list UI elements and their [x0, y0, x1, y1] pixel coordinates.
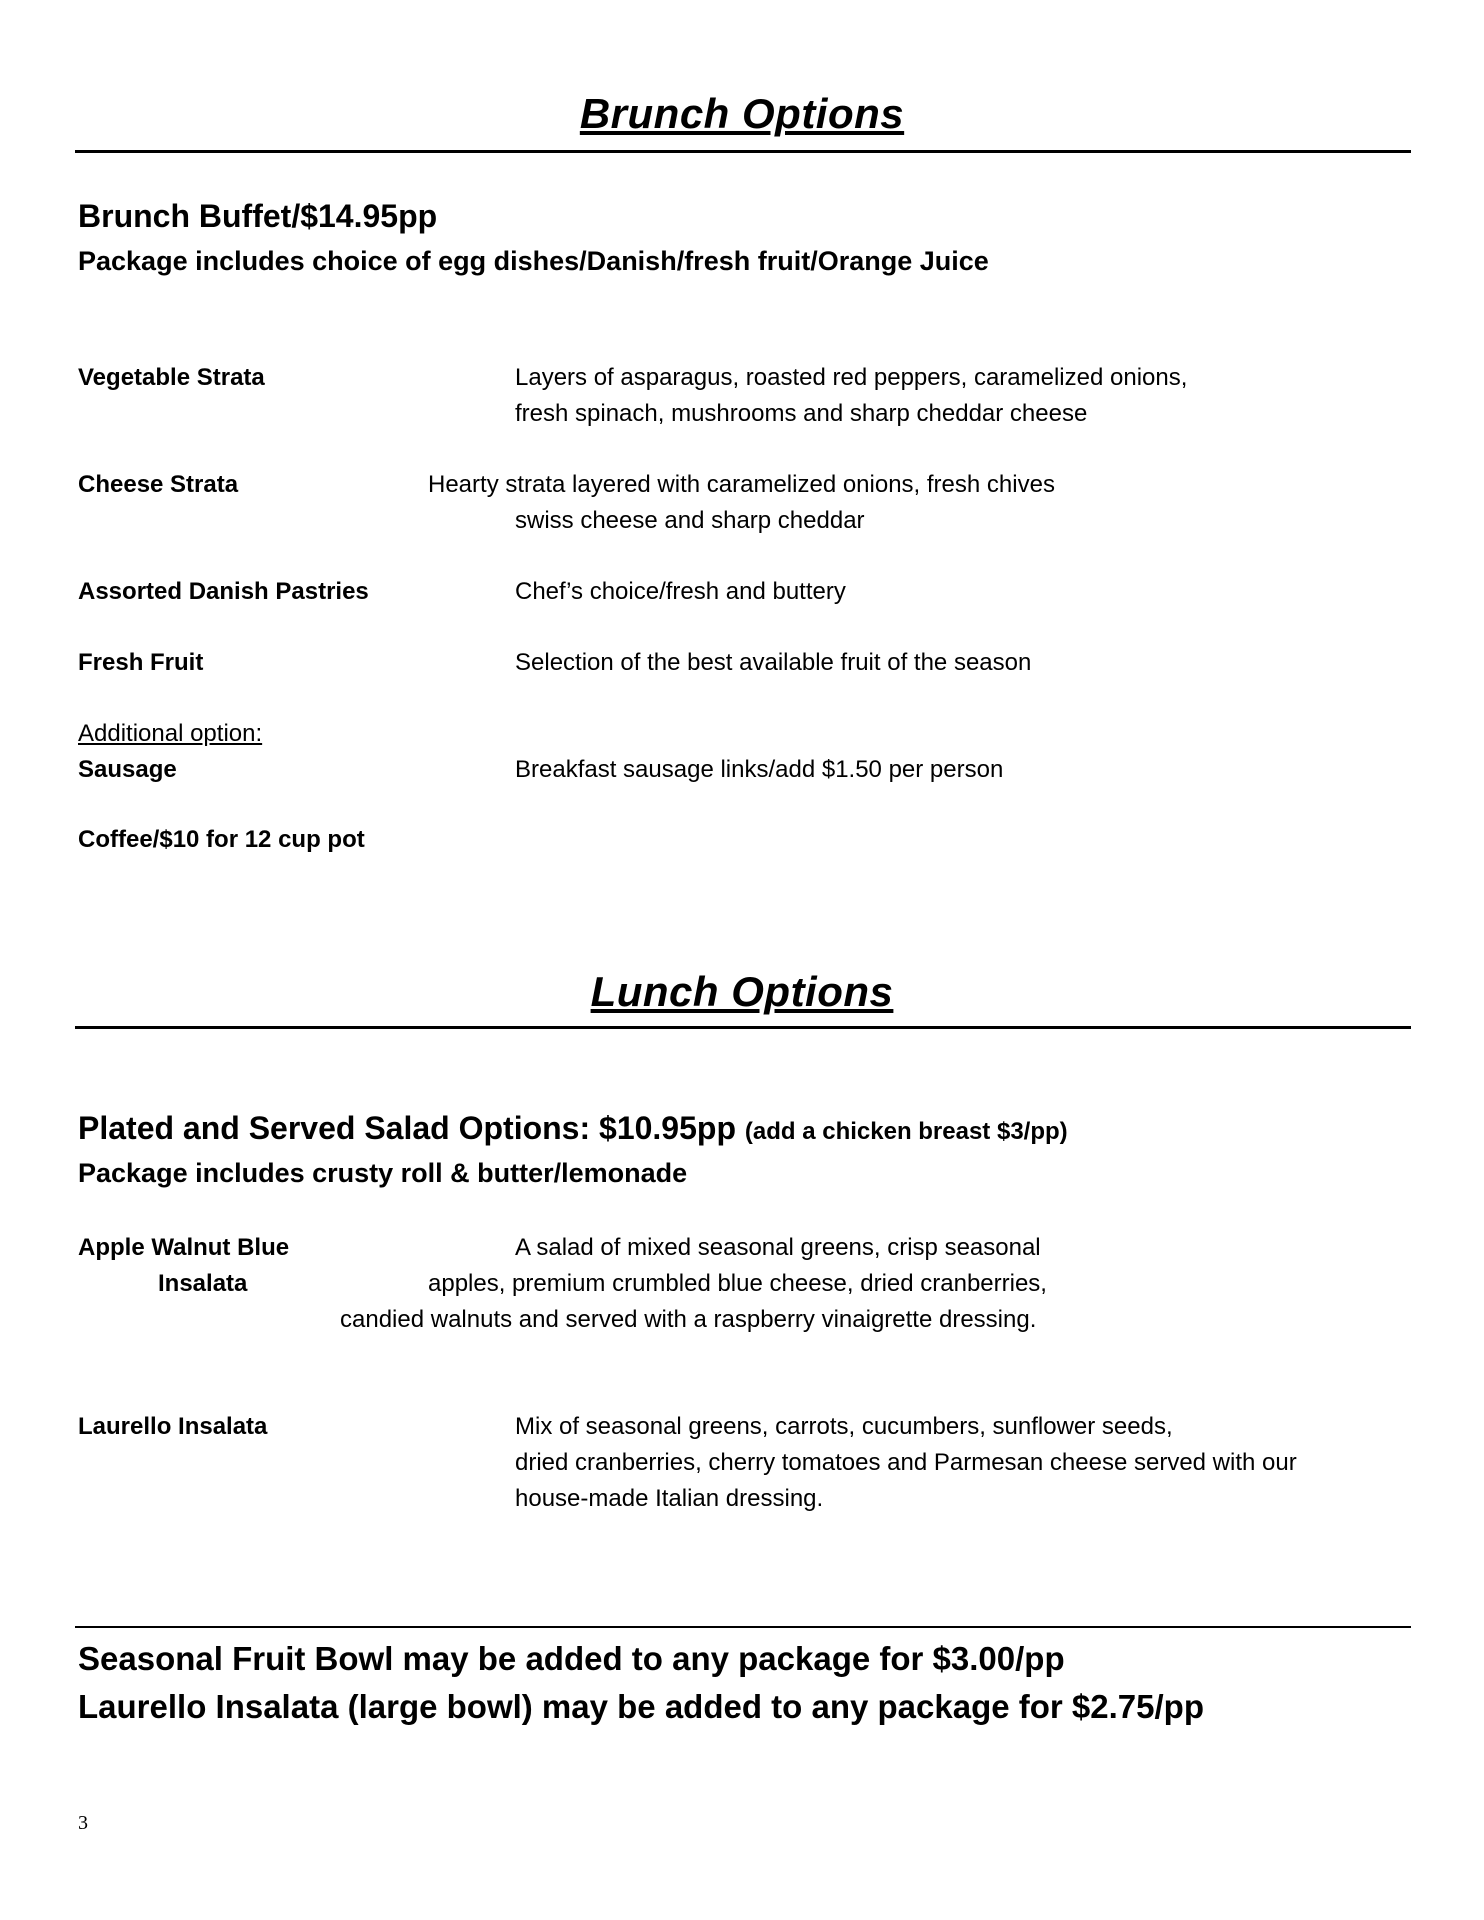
menu-item-description: apples, premium crumbled blue cheese, dried cranberries,: [428, 1270, 1047, 1297]
menu-item-description: Layers of asparagus, roasted red peppers, caramelized onions,: [515, 364, 1188, 391]
sausage-item-name: Sausage: [78, 756, 177, 783]
menu-item-name: Laurello Insalata: [78, 1413, 268, 1440]
lunch-title-rule: [75, 1026, 1411, 1029]
brunch-package-subtitle: Package includes choice of egg dishes/Danish/fresh fruit/Orange Juice: [78, 246, 989, 276]
menu-item-description: dried cranberries, cherry tomatoes and Parmesan cheese served with our: [515, 1449, 1297, 1476]
lunch-package-note: (add a chicken breast $3/pp): [744, 1118, 1068, 1145]
coffee-item: Coffee/$10 for 12 cup pot: [78, 826, 365, 853]
menu-item-name: Insalata: [158, 1270, 248, 1297]
brunch-title-rule: [75, 150, 1411, 153]
page-number: 3: [78, 1812, 88, 1834]
lunch-package-subtitle: Package includes crusty roll & butter/lemonade: [78, 1158, 688, 1188]
menu-item-description: candied walnuts and served with a raspberry vinaigrette dressing.: [340, 1306, 1037, 1333]
menu-item-description: house-made Italian dressing.: [515, 1485, 824, 1512]
additional-option-label: Additional option:: [78, 720, 263, 747]
footer-addon-line: Laurello Insalata (large bowl) may be added to any package for $2.75/pp: [78, 1688, 1204, 1725]
menu-item-name: Fresh Fruit: [78, 649, 204, 676]
menu-item-name: Apple Walnut Blue: [78, 1234, 290, 1261]
menu-item-name: Cheese Strata: [78, 471, 239, 498]
menu-item-description: Mix of seasonal greens, carrots, cucumbers, sunflower seeds,: [515, 1413, 1173, 1440]
menu-item-description: A salad of mixed seasonal greens, crisp seasonal: [515, 1234, 1041, 1261]
menu-item-description: Chef’s choice/fresh and buttery: [515, 578, 846, 605]
menu-item-description: fresh spinach, mushrooms and sharp cheddar cheese: [515, 400, 1088, 427]
footer-rule: [75, 1626, 1411, 1628]
menu-item-description: swiss cheese and sharp cheddar: [515, 507, 865, 534]
brunch-package-title: Brunch Buffet/$14.95pp: [78, 198, 438, 234]
sausage-item-description: Breakfast sausage links/add $1.50 per person: [515, 756, 1004, 783]
lunch-section-title: Lunch Options: [590, 968, 894, 1015]
menu-item-name: Vegetable Strata: [78, 364, 265, 391]
menu-item-description: Hearty strata layered with caramelized onions, fresh chives: [428, 471, 1055, 498]
menu-item-name: Assorted Danish Pastries: [78, 578, 369, 605]
lunch-package-title: [78, 1110, 1068, 1147]
footer-addon-line: Seasonal Fruit Bowl may be added to any package for $3.00/pp: [78, 1640, 1065, 1677]
brunch-section-title: Brunch Options: [579, 90, 905, 137]
menu-item-description: Selection of the best available fruit of the season: [515, 649, 1032, 676]
lunch-package-title-main: Plated and Served Salad Options: $10.95pp: [78, 1110, 736, 1146]
